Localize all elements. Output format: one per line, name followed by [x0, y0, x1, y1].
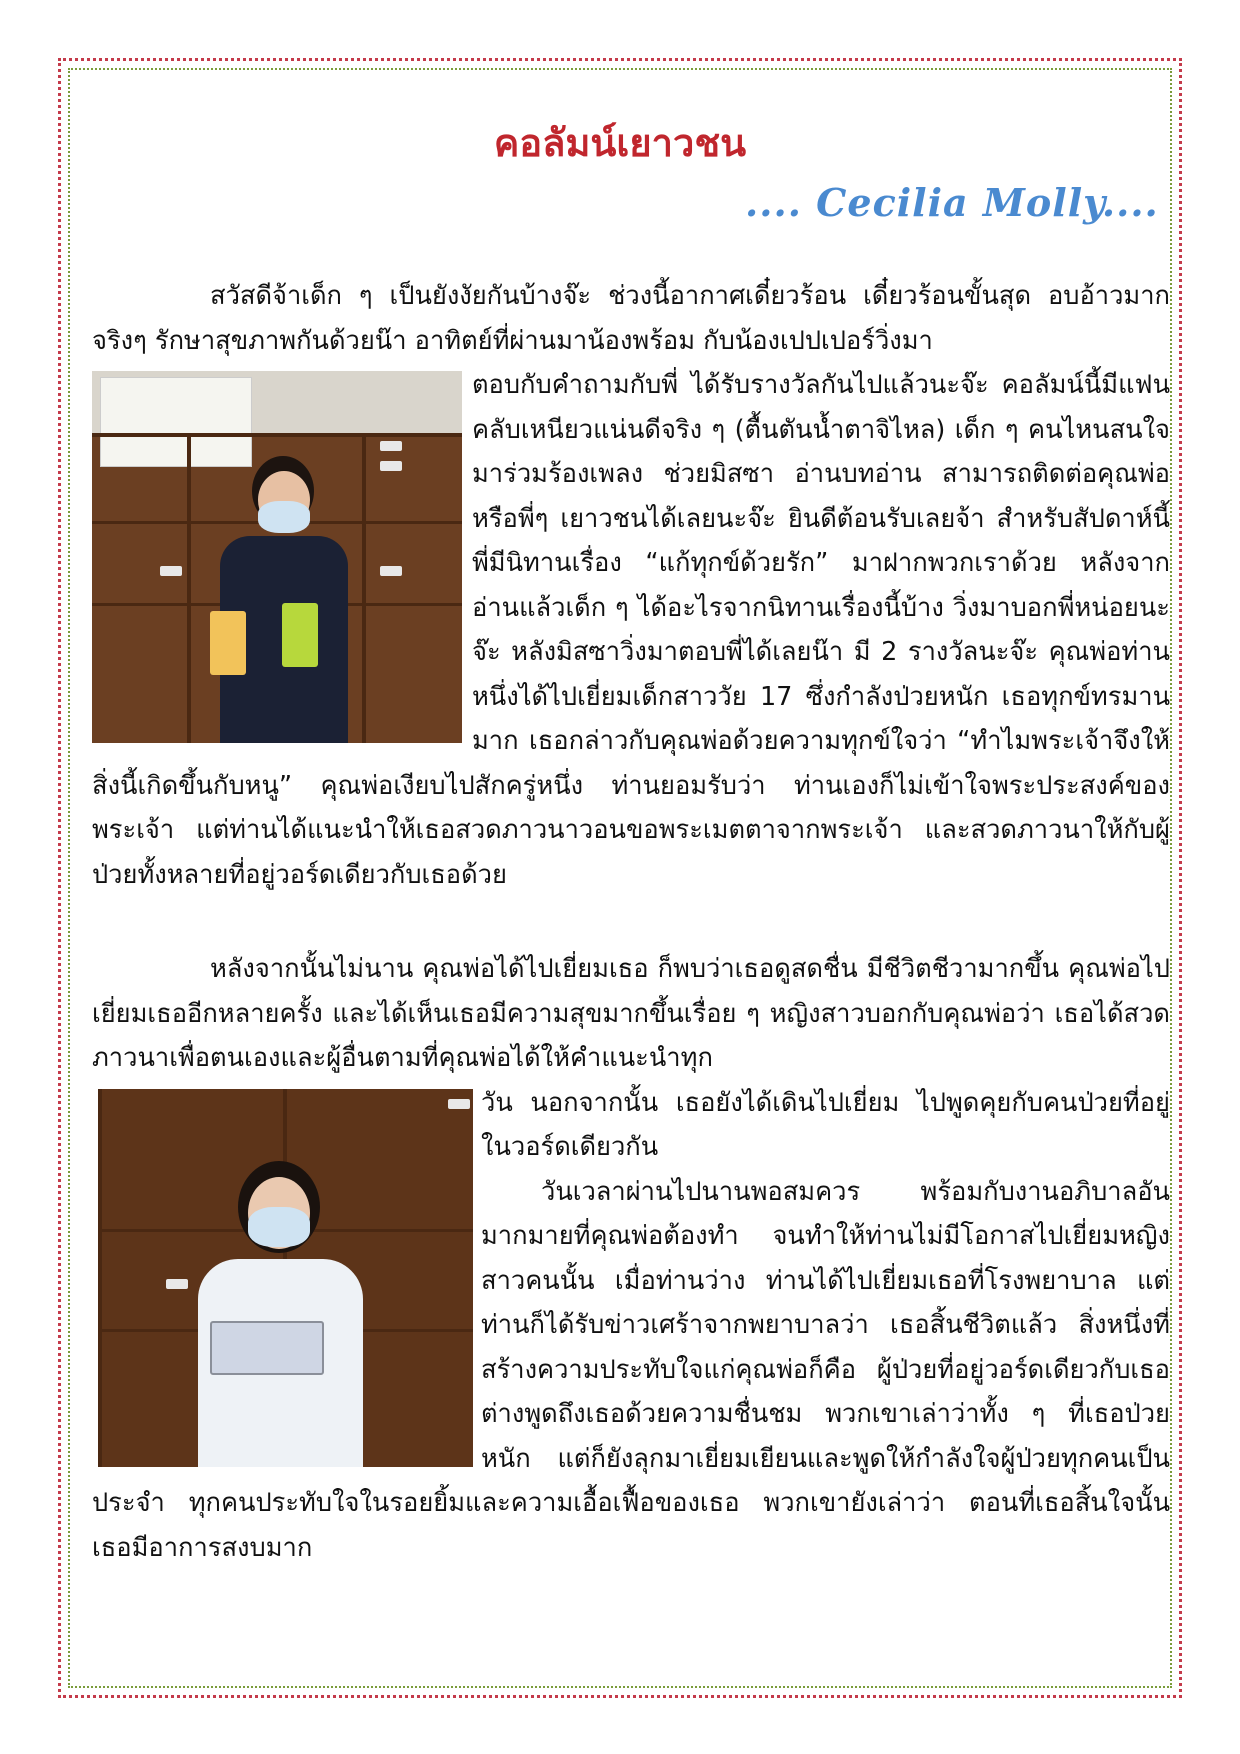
author-byline: .... Cecilia Molly....: [745, 180, 1159, 225]
paragraph-story-part3: วัน นอกจากนั้น เธอยังได้เดินไปเยี่ยม ไปพูดคุยกับคนป่วยที่อยู่ในวอร์ดเดียวกัน: [481, 1087, 1170, 1162]
photo-boy-with-prizes: [92, 371, 462, 743]
paragraph-story-part1: ตอบกับคำถามกับพี่ ได้รับรางวัลกันไปแล้วนะจ๊ะ คอลัมน์นี้มีแฟนคลับเหนียวแน่นดีจริง ๆ (ตื้นตันน้ำตาจิไหล) เด็ก ๆ คนไหนสนใจมาร่วมร้องเพลง ช่วยมิสซา อ่านบทอ่าน สามารถติดต่อคุณพ่อ หรือพี่ๆ เยาวชนได้เลยนะจ๊ะ ยินดีต้อนรับเลยจ้า สำหรับสัปดาห์นี้พี่มีนิทานเรื่อง “แก้ทุกข์ด้วยรัก” มาฝากพวกเราด้วย หลังจากอ่านแล้วเด็ก ๆ ได้อะไรจากนิทานเรื่องนี้บ้าง วิ่งมาบอกพี่หน่อยนะจ๊ะ หลังมิสซาวิ่งมาตอบพี่ได้เลยน๊า มี 2 รางวัลนะจ๊ะ คุณพ่อท่านหนึ่งได้ไปเยี่ยมเด็กสาววัย 17 ซึ่งกำลังป่วยหนัก เธอทุกข์ทรมานมาก เธอกล่าวกับคุณพ่อด้วยความทุกข์ใจว่า “ทำไมพระเจ้าจึงให้สิ่งนี้เกิดขึ้นกับหนู” คุณพ่อเงียบไปสักครู่หนึ่ง ท่านยอมรับว่า ท่านเองก็ไม่เข้าใจพระประสงค์ของพระเจ้า แต่ท่านได้แนะนำให้เธอสวดภาวนาวอนขอพระเมตตาจากพระเจ้า และสวดภาวนาให้กับผู้ป่วยทั้งหลายที่อยู่วอร์ดเดียวกับเธอด้วย: [92, 370, 1170, 890]
column-title: คอลัมน์เยาวชน: [493, 121, 747, 165]
paragraph-story-part4: วันเวลาผ่านไปนานพอสมควร พร้อมกับงานอภิบาลอันมากมายที่คุณพ่อต้องทำ จนทำให้ท่านไม่มีโอกาสไปเยี่ยมหญิงสาวคนนั้น เมื่อท่านว่าง ท่านได้ไปเยี่ยมเธอที่โรงพยาบาล แต่ท่านก็ได้รับข่าวเศร้าจากพยาบาลว่า เธอสิ้นชีวิตแล้ว สิ่งหนึ่งที่สร้างความประทับใจแก่คุณพ่อก็คือ ผู้ป่วยที่อยู่วอร์ดเดียวกับเธอต่างพูดถึงเธอด้วยความชื่นชม พวกเขาเล่าว่าทั้ง ๆ ที่เธอป่วยหนัก แต่ก็ยังลุกมาเยี่ยมเยียนและพูดให้กำลังใจผู้ป่วยทุกคนเป็นประจำ ทุกคนประทับใจในรอยยิ้มและความเอื้อเฟื้อของเธอ พวกเขายังเล่าว่า ตอนที่เธอสิ้นใจนั้น เธอมีอาการสงบมาก: [92, 1176, 1170, 1563]
article-body: [92, 274, 1170, 1570]
photo-girl-with-prize: [98, 1089, 473, 1467]
paragraph-story-part2: หลังจากนั้นไม่นาน คุณพ่อได้ไปเยี่ยมเธอ ก็พบว่าเธอดูสดชื่น มีชีวิตชีวามากขึ้น คุณพ่อไปเยี่ยมเธออีกหลายครั้ง และได้เห็นเธอมีความสุขมากขึ้นเรื่อย ๆ หญิงสาวบอกกับคุณพ่อว่า เธอได้สวดภาวนาเพื่อตนเองและผู้อื่นตามที่คุณพ่อได้ให้คำแนะนำทุก: [92, 954, 1170, 1073]
paragraph-greeting: สวัสดีจ้าเด็ก ๆ เป็นยังงัยกันบ้างจ๊ะ ช่วงนี้อากาศเดี๋ยวร้อน เดี๋ยวร้อนขั้นสุด อบอ้าวมากจริงๆ รักษาสุขภาพกันด้วยน๊า อาทิตย์ที่ผ่านมาน้องพร้อม กับน้องเปปเปอร์วิ่งมา: [92, 281, 1170, 356]
